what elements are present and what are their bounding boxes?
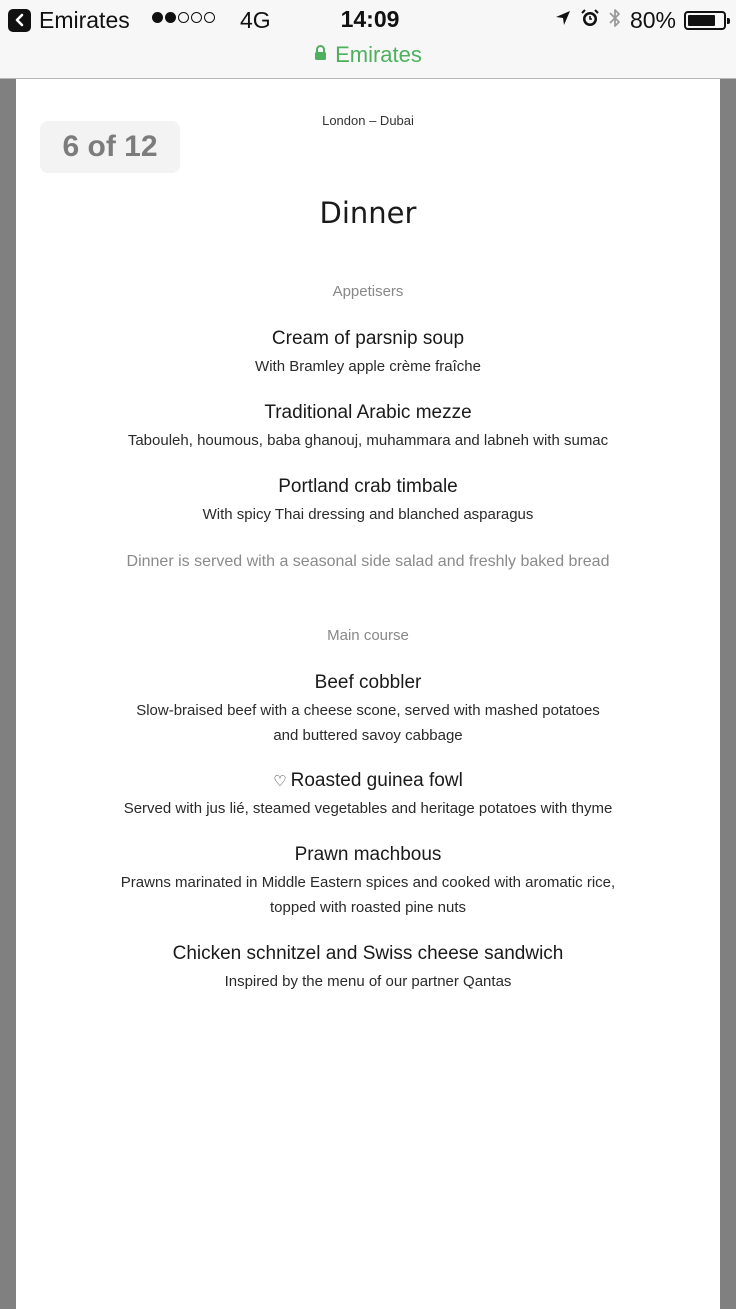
dish-name: Chicken schnitzel and Swiss cheese sandwich [172,943,564,964]
battery-icon [684,11,726,30]
menu-page [16,79,720,1309]
serving-note: Dinner is served with a seasonal side salad and freshly baked bread [126,553,610,570]
url-bar[interactable] [0,40,736,70]
dish-name: Cream of parsnip soup [271,328,465,349]
dish-description: Prawns marinated in Middle Eastern spices and cooked with aromatic rice, [120,874,616,891]
back-app-label: Emirates [39,6,130,33]
network-type: 4G [240,7,271,33]
lock-icon [314,45,327,66]
dish-description: Slow-braised beef with a cheese scone, served with mashed potatoes [136,702,600,719]
dish-name: Roasted guinea fowl [290,770,463,791]
heart-icon: ♡ [273,773,287,790]
dish-description: topped with roasted pine nuts [270,899,466,916]
page-title: Dinner [319,196,417,230]
section-heading-appetisers: Appetisers [332,283,404,300]
dish-description: With spicy Thai dressing and blanched asparagus [202,506,534,523]
section-heading-main-course: Main course [327,627,409,644]
dish-description: Inspired by the menu of our partner Qantas [224,973,512,990]
battery-percentage: 80% [629,7,676,33]
dish-name: Portland crab timbale [278,476,458,497]
back-chevron-icon [8,9,31,32]
cellular-signal-icon [152,12,217,23]
browser-top-bar [0,0,736,79]
page-counter: 6 of 12 [40,121,180,173]
url-domain: Emirates [335,42,422,67]
flight-route: London – Dubai [322,113,414,128]
dish-name: Beef cobbler [314,672,422,693]
dish-description: Served with jus lié, steamed vegetables and heritage potatoes with thyme [123,800,613,817]
dish-name: Traditional Arabic mezze [264,402,472,423]
dish-description: With Bramley apple crème fraîche [255,358,481,375]
dish-name: Prawn machbous [294,844,442,865]
dish-name-with-icon [16,770,720,792]
location-arrow-icon [554,9,572,32]
alarm-icon [580,8,600,33]
status-bar [0,0,736,40]
dish-description: and buttered savoy cabbage [273,727,463,744]
dish-description: Tabouleh, houmous, baba ghanouj, muhammara and labneh with sumac [127,432,609,449]
back-to-app-button[interactable] [8,8,130,32]
status-time: 14:09 [340,6,400,32]
bluetooth-icon [608,7,622,34]
